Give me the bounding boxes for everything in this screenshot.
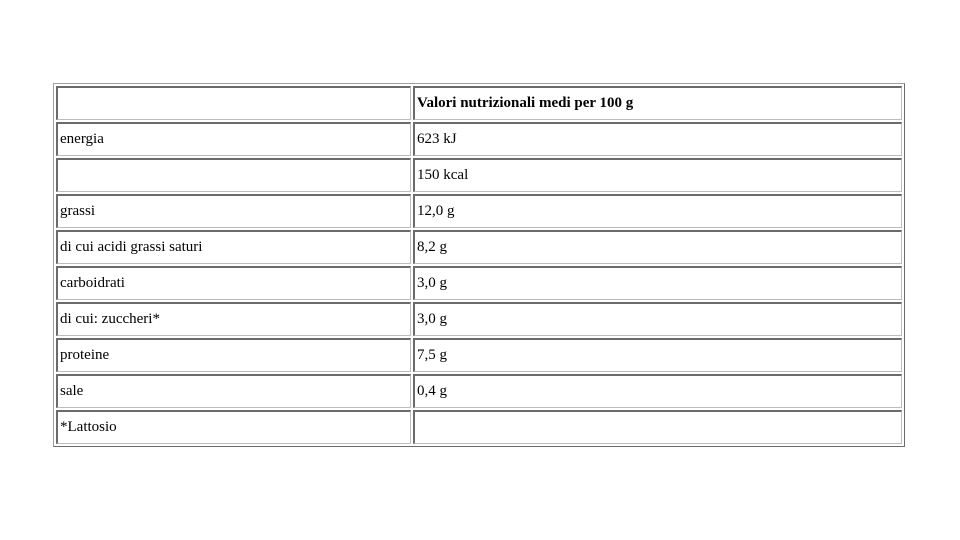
table-row <box>56 338 902 372</box>
nutrient-label: proteine <box>56 338 411 372</box>
nutrient-label: energia <box>56 122 411 156</box>
nutrient-value: 8,2 g <box>413 230 902 264</box>
nutrition-table <box>53 83 905 447</box>
table-row <box>56 158 902 192</box>
nutrient-label: di cui acidi grassi saturi <box>56 230 411 264</box>
nutrient-label: carboidrati <box>56 266 411 300</box>
nutrient-value: 3,0 g <box>413 266 902 300</box>
nutrient-label: grassi <box>56 194 411 228</box>
header-value-cell: Valori nutrizionali medi per 100 g <box>413 86 902 120</box>
header-label-cell <box>56 86 411 120</box>
nutrient-value: 12,0 g <box>413 194 902 228</box>
table-row <box>56 194 902 228</box>
table-row <box>56 374 902 408</box>
table-row <box>56 266 902 300</box>
table-header-row <box>56 86 902 120</box>
nutrient-label <box>56 158 411 192</box>
table-row <box>56 410 902 444</box>
table-row <box>56 230 902 264</box>
table-row <box>56 122 902 156</box>
nutrient-value: 7,5 g <box>413 338 902 372</box>
footnote-label: *Lattosio <box>56 410 411 444</box>
nutrient-label: di cui: zuccheri* <box>56 302 411 336</box>
nutrient-value: 0,4 g <box>413 374 902 408</box>
nutrient-value: 3,0 g <box>413 302 902 336</box>
table-row <box>56 302 902 336</box>
nutrient-value: 150 kcal <box>413 158 902 192</box>
nutrient-value: 623 kJ <box>413 122 902 156</box>
footnote-value <box>413 410 902 444</box>
nutrient-label: sale <box>56 374 411 408</box>
